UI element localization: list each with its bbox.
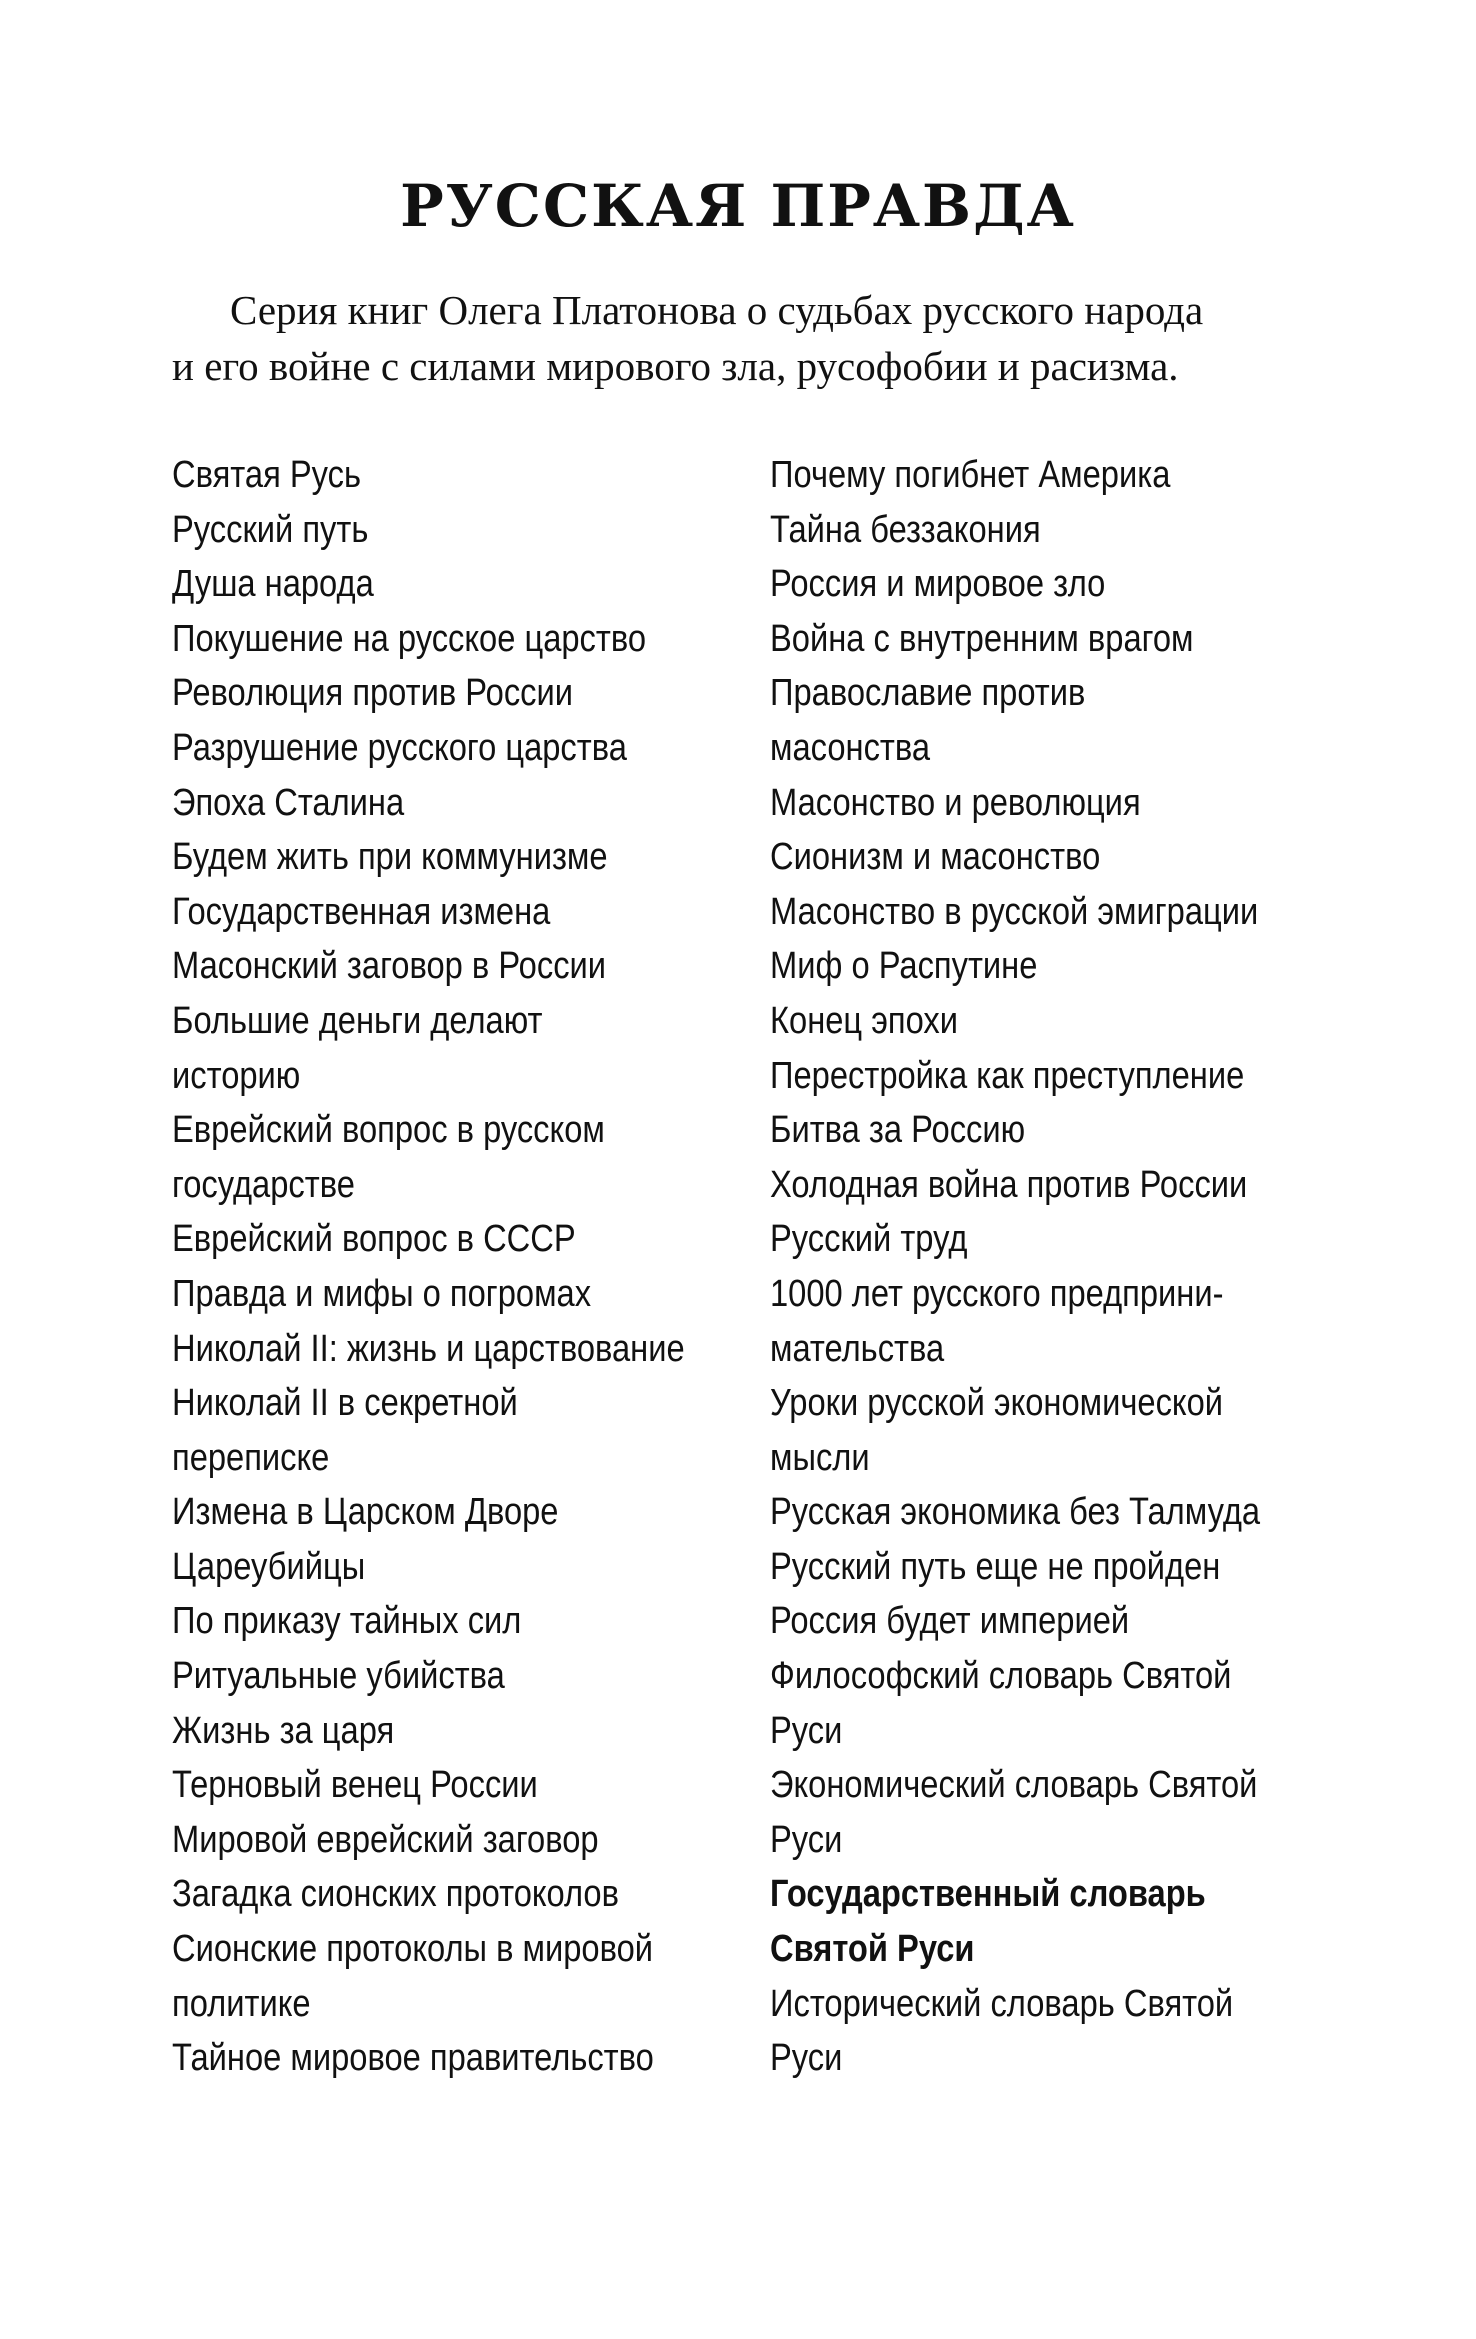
book-title: Измена в Царском Дворе bbox=[172, 1491, 559, 1534]
book-title: Революция против России bbox=[172, 672, 574, 715]
book-title: Война с внутренним врагом bbox=[770, 617, 1194, 660]
book-title: Миф о Распутине bbox=[770, 945, 1038, 988]
book-title: Покушение на русское царство bbox=[172, 617, 647, 660]
book-title: Почему погибнет Америка bbox=[770, 454, 1171, 496]
book-title: Холодная война против России bbox=[770, 1163, 1248, 1206]
book-title: Россия будет империей bbox=[770, 1600, 1130, 1643]
book-title: мательства bbox=[770, 1327, 945, 1370]
book-title: Масонство и революция bbox=[770, 781, 1141, 824]
book-title: 1000 лет русского предприни- bbox=[770, 1272, 1224, 1315]
book-title: Перестройка как преступление bbox=[770, 1054, 1245, 1097]
book-title: масонства bbox=[770, 726, 931, 769]
book-title: Масонский заговор в России bbox=[172, 945, 607, 988]
book-title: Экономический словарь Святой bbox=[770, 1764, 1258, 1807]
book-title: Государственная измена bbox=[172, 890, 551, 933]
book-title: Большие деньги делают bbox=[172, 999, 543, 1042]
book-list-right bbox=[770, 448, 1338, 2086]
book-title: Эпоха Сталина bbox=[172, 781, 405, 824]
book-title: Русский путь bbox=[172, 508, 369, 551]
book-title: Разрушение русского царства bbox=[172, 726, 627, 769]
book-title: Еврейский вопрос в СССР bbox=[172, 1218, 576, 1261]
book-title: переписке bbox=[172, 1436, 330, 1479]
book-title: Масонство в русской эмиграции bbox=[770, 890, 1259, 933]
book-title: Николай II в секретной bbox=[172, 1382, 518, 1425]
book-title: Русский путь еще не пройден bbox=[770, 1545, 1221, 1588]
description-line: и его войне с силами мирового зла, русофобии и расизма. bbox=[172, 343, 1179, 389]
book-title: Россия и мировое зло bbox=[770, 563, 1106, 606]
book-title: Мировой еврейский заговор bbox=[172, 1818, 599, 1861]
book-title-highlighted: Государственный словарь bbox=[770, 1873, 1206, 1916]
book-title: Сионские протоколы в мировой bbox=[172, 1928, 654, 1971]
book-title: Правда и мифы о погромах bbox=[172, 1272, 592, 1315]
book-title: Николай II: жизнь и царствование bbox=[172, 1327, 685, 1370]
book-title: Конец эпохи bbox=[770, 999, 959, 1042]
book-title: Еврейский вопрос в русском bbox=[172, 1109, 605, 1152]
book-title: Святая Русь bbox=[172, 454, 361, 496]
book-title: Руси bbox=[770, 1709, 843, 1752]
book-title: Тайна беззакония bbox=[770, 508, 1041, 551]
book-title: Православие против bbox=[770, 672, 1086, 715]
book-title: Исторический словарь Святой bbox=[770, 1982, 1234, 2025]
series-description bbox=[172, 282, 1332, 394]
book-title: Руси bbox=[770, 1818, 843, 1861]
book-title: историю bbox=[172, 1054, 301, 1097]
book-title: Битва за Россию bbox=[770, 1109, 1026, 1152]
book-title: Будем жить при коммунизме bbox=[172, 836, 608, 879]
book-title: мысли bbox=[770, 1436, 870, 1479]
book-title: Загадка сионских протоколов bbox=[172, 1873, 619, 1916]
book-title-highlighted: Святой Руси bbox=[770, 1928, 975, 1971]
book-title: Философский словарь Святой bbox=[770, 1655, 1232, 1698]
book-list-left bbox=[172, 448, 757, 2086]
book-title: Цареубийцы bbox=[172, 1545, 366, 1588]
book-title: Ритуальные убийства bbox=[172, 1655, 505, 1698]
book-title: Русская экономика без Талмуда bbox=[770, 1491, 1261, 1534]
book-title: Терновый венец России bbox=[172, 1764, 538, 1807]
book-title: По приказу тайных сил bbox=[172, 1600, 522, 1643]
book-title: Сионизм и масонство bbox=[770, 836, 1101, 879]
book-title: Руси bbox=[770, 2037, 843, 2080]
description-line: Серия книг Олега Платонова о судьбах русского народа bbox=[230, 287, 1204, 333]
book-title: Душа народа bbox=[172, 563, 374, 606]
book-title: Русский труд bbox=[770, 1218, 968, 1261]
book-title: Жизнь за царя bbox=[172, 1709, 395, 1752]
book-title: политике bbox=[172, 1982, 311, 2025]
book-title: Уроки русской экономической bbox=[770, 1382, 1224, 1425]
page-title: РУССКАЯ ПРАВДА bbox=[400, 172, 1076, 240]
book-title: государстве bbox=[172, 1163, 355, 1206]
book-title: Тайное мировое правительство bbox=[172, 2037, 654, 2080]
